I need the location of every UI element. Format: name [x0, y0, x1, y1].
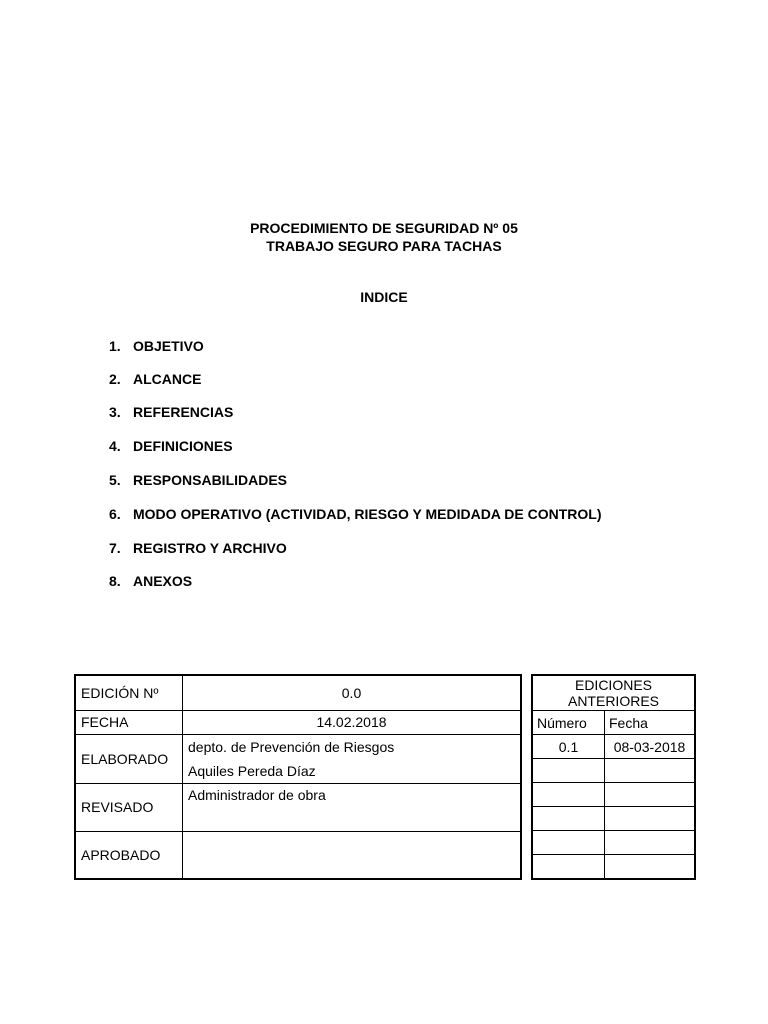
toc-item: 4. DEFINICIONES [109, 438, 233, 454]
edition-fecha [605, 759, 696, 783]
edition-fecha [605, 855, 696, 880]
edicion-value: 0.0 [183, 675, 522, 710]
previous-editions-header: EDICIONES ANTERIORES [532, 675, 695, 711]
table-row [75, 734, 521, 783]
edition-numero [532, 807, 605, 831]
table-row [532, 735, 695, 759]
table-row [532, 807, 695, 831]
fecha-label: FECHA [75, 710, 183, 734]
toc-item: 1. OBJETIVO [109, 338, 204, 354]
edition-numero [532, 855, 605, 880]
document-subtitle: TRABAJO SEGURO PARA TACHAS [266, 238, 502, 254]
column-header-fecha: Fecha [605, 711, 696, 735]
aprobado-value [183, 831, 522, 879]
previous-editions-table [531, 674, 696, 880]
table-row [75, 831, 521, 879]
toc-item: 2. ALCANCE [109, 371, 202, 387]
toc-item: 5. RESPONSABILIDADES [109, 472, 288, 488]
revisado-label: REVISADO [75, 783, 183, 831]
elaborado-person: Aquiles Pereda Díaz [188, 762, 316, 779]
edition-fecha [605, 807, 696, 831]
document-control-table [74, 674, 522, 880]
toc-item: 8. ANEXOS [109, 573, 193, 589]
table-row [75, 675, 521, 710]
edition-fecha [605, 831, 696, 855]
table-row [75, 783, 521, 831]
document-title: PROCEDIMIENTO DE SEGURIDAD Nº 05 [250, 220, 518, 236]
index-heading: INDICE [360, 289, 408, 305]
edition-numero [532, 831, 605, 855]
fecha-value: 14.02.2018 [183, 710, 522, 734]
revisado-value: Administrador de obra [183, 783, 522, 831]
column-header-numero: Número [532, 711, 605, 735]
aprobado-label: APROBADO [75, 831, 183, 879]
edicion-label: EDICIÓN Nº [75, 675, 183, 710]
table-row [532, 759, 695, 783]
toc-item: 6. MODO OPERATIVO (ACTIVIDAD, RIESGO Y MEDIDADA DE CONTROL) [109, 506, 602, 522]
elaborado-label: ELABORADO [75, 734, 183, 783]
edition-numero [532, 783, 605, 807]
table-row [532, 783, 695, 807]
table-row [532, 855, 695, 880]
table-header-row [532, 675, 695, 711]
elaborado-department: depto. de Prevención de Riesgos [188, 738, 395, 755]
table-row [75, 710, 521, 734]
edition-numero [532, 759, 605, 783]
toc-item: 7. REGISTRO Y ARCHIVO [109, 540, 287, 556]
edition-fecha: 08-03-2018 [605, 735, 696, 759]
elaborado-value [183, 734, 522, 783]
edition-fecha [605, 783, 696, 807]
toc-item: 3. REFERENCIAS [109, 404, 234, 420]
table-header-row [532, 711, 695, 735]
table-row [532, 831, 695, 855]
edition-numero: 0.1 [532, 735, 605, 759]
